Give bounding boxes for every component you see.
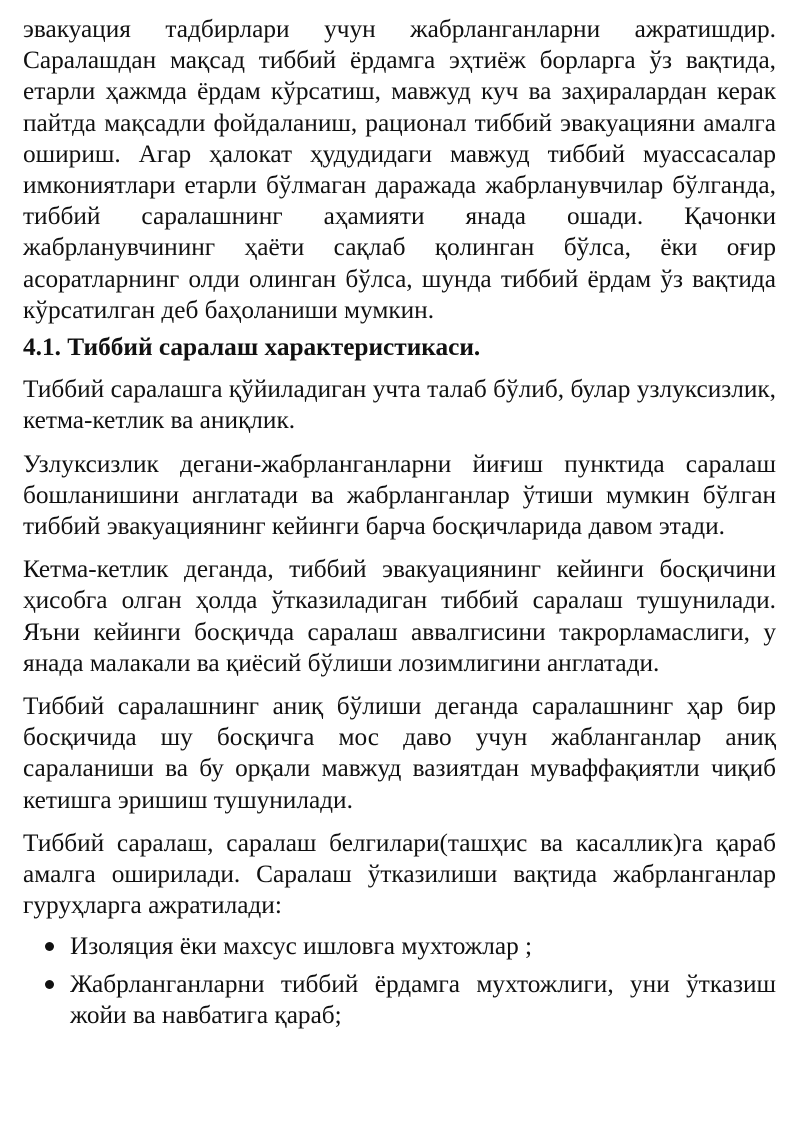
- list-item: [70, 931, 776, 962]
- paragraph-continuity: Узлуксизлик дегани-жабрланганларни йиғиш пунктида саралаш бошланишини англатади ва жабрланганлар ўтиши мумкин бўлган тиббий эвакуациянинг кейинги барча босқичларида давом этади.: [23, 449, 776, 541]
- document-page: [23, 14, 776, 1031]
- bullet-list: [23, 931, 776, 1031]
- paragraph-accuracy: Тиббий саралашнинг аниқ бўлиши деганда саралашнинг ҳар бир босқичида шу босқичга мос даво учун жабланганлар аниқ сараланиши ва бу орқали мавжуд вазиятдан муваффақиятли чиқиб кетишга эришиш тушунилади.: [23, 692, 776, 814]
- paragraph-evacuation-sorting: эвакуация тадбирлари учун жабрланганларни ажратишдир. Саралашдан мақсад тиббий ёрдамга эҳтиёж борларга ўз вақтида, етарли ҳажмда ёрдам кўрсатиш, мавжуд куч ва заҳиралардан керак пайтда мақсадли фойдаланиш, рационал тиббий эвакуацияни амалга ошириш. Агар ҳалокат ҳудудидаги мавжуд тиббий муассасалар имкониятлари етарли бўлмаган даражада жабрланувчилар бўлганда, тиббий саралашнинг аҳамияти янада ошади. Қачонки жабрланувчининг ҳаёти сақлаб қолинган бўлса, ёки оғир асоратларнинг олди олинган бўлса, шунда тиббий ёрдам ўз вақтида кўрсатилган деб баҳоланиши мумкин.: [23, 15, 776, 324]
- list-item: [70, 969, 776, 1031]
- list-item-text: Жабрланганларни тиббий ёрдамга мухтожлиги, уни ўтказиш жойи ва навбатига қараб;: [70, 969, 776, 1029]
- list-item-text: Изоляция ёки махсус ишловга мухтожлар ;: [70, 932, 533, 961]
- paragraph-sorting-groups: Тиббий саралаш, саралаш белгилари(ташҳис ва касаллик)га қараб амалга оширилади. Саралаш ўтказилиши вақтида жабрланганлар гуруҳларга ажратилади:: [23, 828, 776, 920]
- section-heading: 4.1. Тиббий саралаш характеристикаси.: [23, 333, 481, 362]
- bullet-icon: [45, 980, 54, 989]
- paragraph-sequence: Кетма-кетлик деганда, тиббий эвакуациянинг кейинги босқичини ҳисобга олган ҳолда ўтказиладиган тиббий саралаш тушунилади. Яъни кейинги босқичда саралаш аввалгисини такрорламаслиги, у янада малакали ва қиёсий бўлиши лозимлигини англатади.: [23, 555, 776, 677]
- bullet-icon: [45, 942, 54, 951]
- paragraph-requirements: Тиббий саралашга қўйиладиган учта талаб бўлиб, булар узлуксизлик, кетма-кетлик ва аниқлик.: [23, 375, 776, 435]
